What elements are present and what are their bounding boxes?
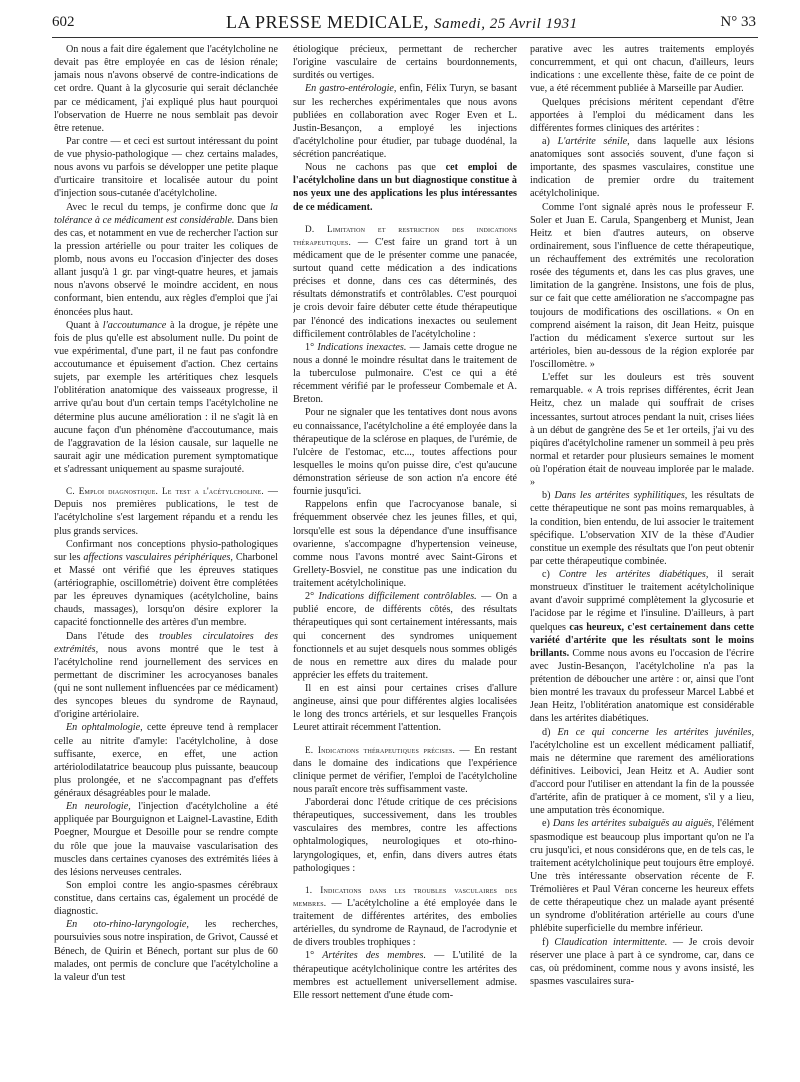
paragraph: d) En ce qui concerne les artérites juvéniles, l'acétylcholine est un excellent médicament palliatif, mais ne détermine que rarement des améliorations définitives. Leibovici, Jean Heitz et A. Audier sont d'accord pour l'utiliser en attendant la fin de la poussée d'artérite, afin de pratiquer à ce moment, s'il y a lieu, une amputation très économique. [530,726,754,817]
paragraph: Avec le recul du temps, je confirme donc que la tolérance à ce médicament est considérable. Dans bien des cas, et notamment en vue de rechercher l'action sur la pression artérielle ou pour traiter les coliques de plomb, nous avons eu l'occasion d'injecter des doses allant jusqu'à 1 gr. par vingt-quatre heures, et jamais nous n'avons observé le moindre accident, en nous conformant, bien entendu, aux règles d'emploi que j'ai énoncées plus haut. [54,201,278,318]
page-header [52,12,756,34]
subsection-heading-1: 1. Indications dans les troubles vasculaires des membres. — L'acétylcholine a été employée dans le traitement de différentes artérites, des embolies artérielles, du syndrome de Raynaud, de l'acrodynie et de divers troubles trophiques : [293,884,517,949]
issue-date: Samedi, 25 Avril 1931 [434,16,578,32]
paragraph: 2° Indications difficilement contrôlables. — On a publié encore, de différents côtés, des résultats thérapeutiques qui sont certainement intéressants, mais qui concernent des syndromes uniquement fonctionnels et au sujet desquels nous sommes obligés de nous en remettre aux dires du malade pour apprécier les effets du traitement. [293,591,517,681]
section-heading-e: E. Indications thérapeutiques précises. — En restant dans le domaine des indications que l'expérience clinique permet de vérifier, l'emploi de l'acétylcholine nous paraît encore très suffisamment vaste. [293,744,517,795]
paragraph: Nous ne cachons pas que cet emploi de l'acétylcholine dans un but diagnostique constitue à nos yeux une des applications les plus intéressantes de ce médicament. [293,162,517,213]
paragraph: En neurologie, l'injection d'acétylcholine a été appliquée par Bourguignon et Laignel-Lavastine, Edith Poegner, Mourgue et Desoille pour se rendre compte du rôle que joue la mauvaise vascularisation des muscles dans certaines cyanoses des extrémités liées à des lésions nerveuses centrales. [54,801,278,878]
paragraph: étiologique précieux, permettant de rechercher l'origine vasculaire de certains bourdonnements, surdités ou vertiges. [293,44,517,82]
journal-name: LA PRESSE MEDICALE, [226,12,430,32]
paragraph: Par contre — et ceci est surtout intéressant du point de vue physio-pathologique — chez certains malades, nous avons vu parfois se développer une petite plaque d'urticaire transitoire et localisée autour du point d'injection sous-cutanée d'acétylcholine. [54,135,278,200]
paragraph: Il en est ainsi pour certaines crises d'allure angineuse, ainsi que pour différentes algies localisées le long des troncs artériels, et sur lesquelles François Leuret attirait récemment l'attention. [293,683,517,734]
column-right [530,43,754,1075]
paragraph: Quant à l'accoutumance à la drogue, je répète une fois de plus qu'elle est absolument nulle. Du point de vue expérimental, d'une part, il ne faut pas confondre accoutumance et épuisement d'action. Chez certains sujets, par exemple les artéritiques chez lesquels l'oblitération anatomique des vaisseaux progresse, il arrive qu'au bout d'un certain temps l'acétylcholine ne détermine plus aucune amélioration : il ne s'agit là en aucune façon d'un phénomène d'accoutumance, mais de l'aggravation de la lésion causale, sur laquelle ne saurait agir une médication purement symptomatique et s'adressant uniquement au spasme surajouté. [54,319,278,475]
paragraph: Quelques précisions méritent cependant d'être apportées à l'emploi du médicament dans les différentes formes cliniques des artérites : [530,96,754,134]
journal-title [226,12,578,33]
paragraph: f) Claudication intermittente. — Je crois devoir réserver une place à part à ce syndrome, car, dans ce cas, où prédominent, comme nous y avons insisté, les spasmes vasculaires sura- [530,936,754,987]
paragraph: Son emploi contre les angio-spasmes cérébraux constitue, dans certains cas, également un procédé de diagnostic. [54,879,278,918]
section-heading-d: D. Limitation et restriction des indications thérapeutiques. — C'est faire un grand tort à un médicament que de le présenter comme une panacée, surtout quand cette médication a des indications précises et donne, dans ces cas déterminés, des résultats démonstratifs et contrôlables. C'est pourquoi je crois devoir faire débuter cette étude thérapeutique par l'énoncé des indications inexactes ou seulement difficilement contrôlables de l'acétylcholine : [293,223,517,340]
header-rule [52,37,758,38]
paragraph: Dans l'étude des troubles circulatoires des extrémités, nous avons montré que le test à l'acétylcholine rend journellement des services en permettant de discriminer les acrocyanoses banales (qui ne sont nullement influencées par ce médicament) des syncopes bleues du syndrome de Raynaud, d'origine artériolaire. [54,630,278,721]
paragraph: 1° Indications inexactes. — Jamais cette drogue ne nous a donné le moindre résultat dans le traitement de la tuberculose pulmonaire. C'est ce qui a été récemment vérifié par le professeur Combemale et A. Breton. [293,341,517,406]
paragraph: Confirmant nos conceptions physio-pathologiques sur les affections vasculaires périphériques, Charbonel et Massé ont vérifié que les épreuves statiques (artériographie, oscillométrie) doivent être complétées par les épreuves dynamiques (acétylcholine, bains chauds, massages), lorsqu'on désire explorer la capacité fonctionnelle des artères d'un membre. [54,538,278,629]
paragraph: En ophtalmologie, cette épreuve tend à remplacer celle au nitrite d'amyle: l'acétylcholine, à dose suffisante, exerce, en effet, une action artériolodilatatrice beaucoup plus puissante, beaucoup plus prolongée, et ne s'accompagnant pas d'effets généraux désagréables pour le malade. [54,722,278,799]
section-heading-c: C. Emploi diagnostique. Le test a l'acétylcholine. — Depuis nos premières publications, le test de l'acétylcholine s'est largement répandu et a rendu les plus grands services. [54,486,278,537]
paragraph: Comme l'ont signalé après nous le professeur F. Soler et Juan E. Carula, Spangenberg et Munist, Jean Heitz et bien d'autres auteurs, on observe ordinairement, sous l'influence de cette thérapeutique, un réchauffement des extrémités une recoloration rosée des téguments et, dans les cas plus graves, une limitation de la gangrène. Insistons, une fois de plus, sur ce fait que cette amélioration ne s'accompagne pas toujours de modifications des oscillations. « On en comprend aisément la raison, dit Jean Heitz, puisque l'action du médicament s'exerce surtout sur les artérioles, bien au-dessous de la région explorée par l'oscillomètre. » [530,201,754,370]
paragraph: e) Dans les artérites subaiguës au aiguës, l'élément spasmodique est beaucoup plus important qu'on ne l'a cru jusqu'ici, et nous considérons que, en de tels cas, le traitement acétylcholinique peut toujours être employé. Une très intéressante observation récente de F. Trémolières et Paul Véran concerne les heureux effets de cette thérapeutique chez un malade ayant présenté un syndrome d'oblitération artérielle au cours d'une phlébite superficielle du membre inférieur. [530,818,754,935]
column-left [54,43,278,1075]
paragraph: parative avec les autres traitements employés concurremment, et qui ont chacun, d'ailleurs, leurs indications : une excellente thèse, faite de ce point de vue, a été récemment publiée à Marseille par Audier. [530,44,754,95]
paragraph: a) L'artérite sénile, dans laquelle aux lésions anatomiques sont associés souvent, d'une façon si importante, des spasmes vasculaires, constitue une indication de premier ordre du traitement acétylcholinique. [530,135,754,200]
paragraph: b) Dans les artérites syphilitiques, les résultats de cette thérapeutique ne sont pas moins remarquables, à la condition, bien entendu, de lui associer le traitement spécifique. L'observation XIV de la thèse d'Audier constitue un exemple des résultats que l'on peut obtenir par cette thérapeutique combinée. [530,490,754,567]
paragraph: c) Contre les artérites diabétiques, il serait monstrueux d'instituer le traitement acétylcholinique avant d'avoir supprimé complètement la glycosurie et l'acidose par le régime et l'insuline. D'ailleurs, à part quelques cas heureux, c'est certainement dans cette variété d'artérite que les résultats sont le moins brillants. Comme nous avons eu l'occasion de l'écrire avec Justin-Besançon, l'acétylcholine n'a pas la prétention de déboucher une artère : or, ainsi que l'ont bien montré les travaux du professeur Marcel Labbé et Jean Heitz, l'oblitération anatomique est considérable dans les artérites diabétiques. [530,569,754,725]
paragraph: J'aborderai donc l'étude critique de ces précisions thérapeutiques, successivement, dans les troubles vasculaires des membres, contre les affections ophtalmologiques, neurologiques et oto-rhino-laryngologiques, et, enfin, dans divers autres états pathologiques : [293,797,517,874]
paragraph: Rappelons enfin que l'acrocyanose banale, si fréquemment observée chez les jeunes filles, et qui, lorsqu'elle est sous la dépendance d'une insuffisance ovarienne, s'accompagne d'hypertension veineuse, comme nous l'avons montré avec Saint-Girons et Grellety-Bosviel, ne constitue pas une indication du traitement acétylcholinique. [293,499,517,589]
page-number: 602 [52,14,75,30]
column-middle [293,43,517,1075]
paragraph: En gastro-entérologie, enfin, Félix Turyn, se basant sur les recherches expérimentales que nous avons publiées en collaboration avec Roger Even et L. Justin-Besançon, a employé les injections d'acétylcholine pour étudier, par tubage duodénal, la sécrétion pancréatique. [293,83,517,160]
paragraph: En oto-rhino-laryngologie, les recherches, poursuivies sous notre inspiration, de Grivot, Caussé et Bénech, de Quirin et Bénech, portant sur plus de 60 malades, ont permis de conclure que l'acétylcholine a la valeur d'un test [54,919,278,983]
paragraph: Pour ne signaler que les tentatives dont nous avons eu connaissance, l'acétylcholine a été employée dans la thérapeutique de la sclérose en plaques, de l'urémie, de l'ulcère de l'estomac, etc..., toutes affections pour lesquelles le moins qu'on puisse dire, c'est qu'aucune démonstration sérieuse de son action n'a encore été fournie jusqu'ici. [293,407,517,498]
issue-number: N° 33 [720,14,756,30]
paragraph: 1° Artérites des membres. — L'utilité de la thérapeutique acétylcholinique contre les artérites des membres est actuellement universellement admise. Elle ressort nettement d'une étude com- [293,950,517,1001]
paragraph: On nous a fait dire également que l'acétylcholine ne devait pas être employée en cas de lésion rénale; jamais nous n'avons observé de contre-indications de cet ordre. Quant à la glycosurie qui serait déclanchée par ce médicament, j'ai expliqué plus haut pourquoi l'observation de Huerre ne nous semblait pas devoir être retenue. [54,44,278,134]
paragraph: L'effet sur les douleurs est très souvent remarquable. « A trois reprises différentes, écrit Jean Heitz, chez un malade qui souffrait de crises incessantes, surtout atroces pendant la nuit, crises liées à un début de gangrène des 5e et 1er orteils, j'ai vu des piqûres d'acétylcholine ramener un sommeil à peu près normal et retarder pour plusieurs semaines le moment où l'opération était de nouveau implorée par le malade. » [530,372,754,489]
